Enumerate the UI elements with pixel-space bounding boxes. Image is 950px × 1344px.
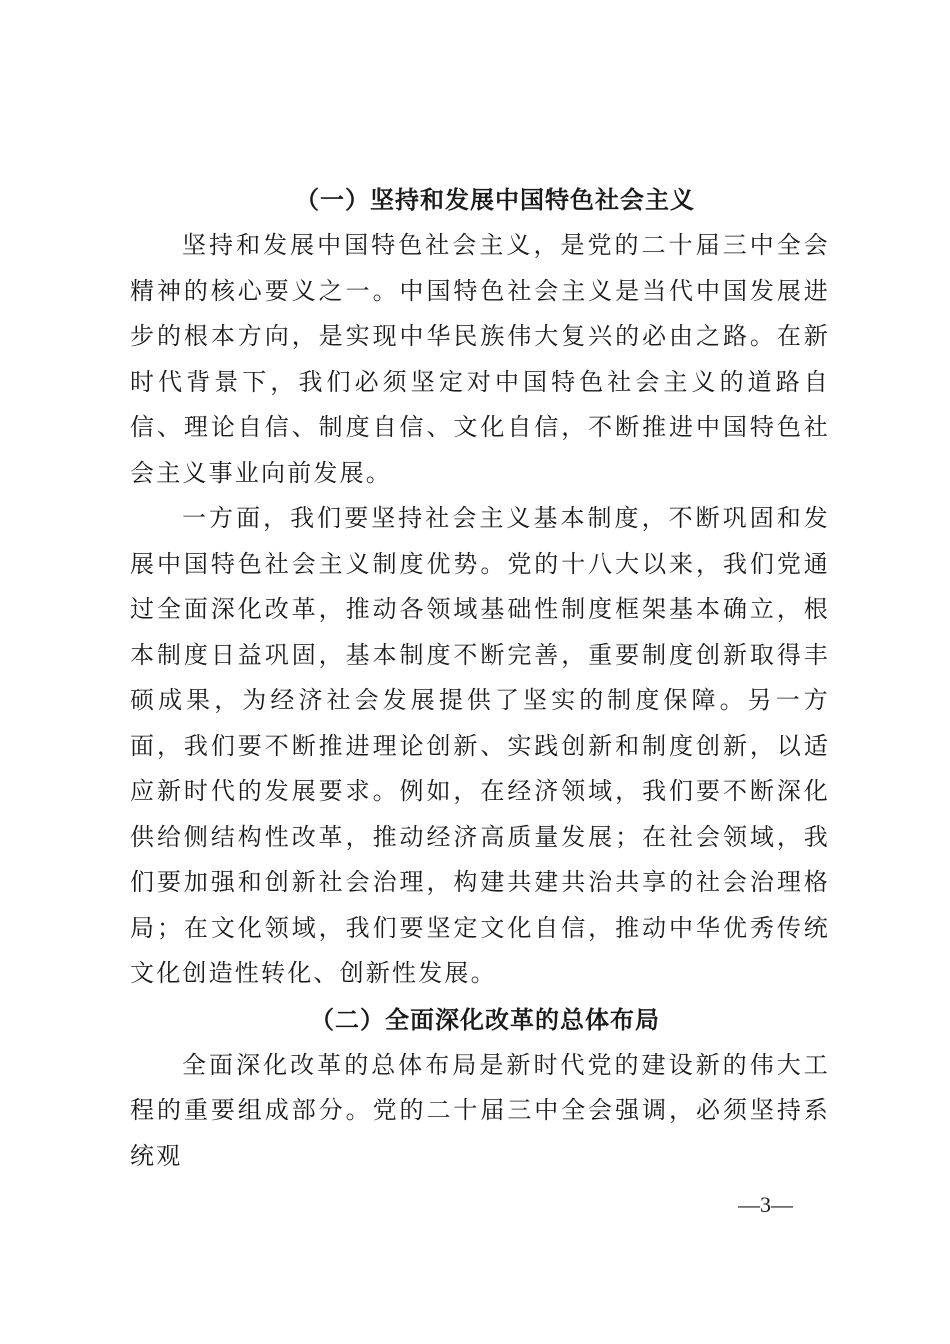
- section-heading-1: （一）坚持和发展中国特色社会主义: [295, 185, 695, 214]
- section-heading-2: （二）全面深化改革的总体布局: [310, 1004, 660, 1034]
- page-number: —3—: [738, 1192, 793, 1217]
- section-2-paragraph-1: 全面深化改革的总体布局是新时代党的建设新的伟大工程的重要组成部分。党的二十届三中全会强调，必须坚持系统观: [130, 1050, 830, 1170]
- section-1-paragraph-1: 坚持和发展中国特色社会主义，是党的二十届三中全会精神的核心要义之一。中国特色社会主义是当代中国发展进步的根本方向，是实现中华民族伟大复兴的必由之路。在新时代背景下，我们必须坚定对中国特色社会主义的道路自信、理论自信、制度自信、文化自信，不断推进中国特色社会主义事业向前发展。: [130, 231, 830, 487]
- page-content: [130, 177, 830, 1179]
- section-1-paragraph-2: 一方面，我们要坚持社会主义基本制度，不断巩固和发展中国特色社会主义制度优势。党的十八大以来，我们党通过全面深化改革，推动各领域基础性制度框架基本确立，根本制度日益巩固，基本制度不断完善，重要制度创新取得丰硕成果，为经济社会发展提供了坚实的制度保障。另一方面，我们要不断推进理论创新、实践创新和制度创新，以适应新时代的发展要求。例如，在经济领域，我们要不断深化供给侧结构性改革，推动经济高质量发展；在社会领域，我们要加强和创新社会治理，构建共建共治共享的社会治理格局；在文化领域，我们要坚定文化自信，推动中华优秀传统文化创造性转化、创新性发展。: [130, 504, 830, 987]
